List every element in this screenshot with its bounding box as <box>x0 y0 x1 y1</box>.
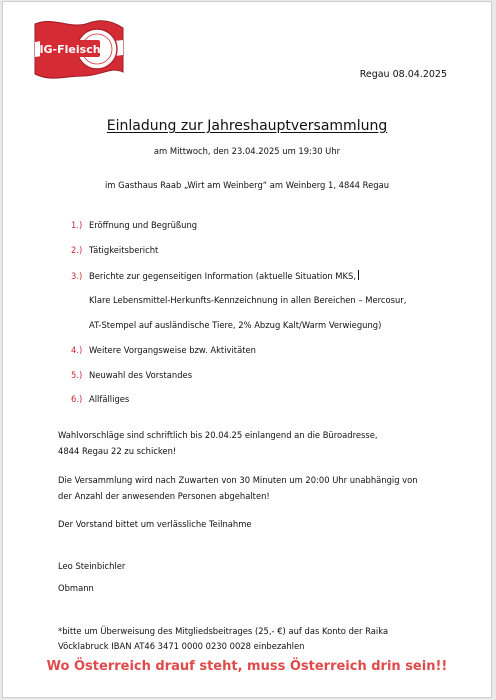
agenda-number: 2.) <box>71 245 83 255</box>
agenda-text: Tätigkeitsbericht <box>89 245 159 255</box>
agenda-item <box>71 245 158 255</box>
agenda-text: Berichte zur gegenseitigen Information (aktuelle Situation MKS, <box>89 271 356 281</box>
quorum-paragraph <box>58 472 418 504</box>
agenda-number: 6.) <box>71 394 83 404</box>
agenda-text: Eröffnung und Begrüßung <box>89 220 198 230</box>
agenda-text: Neuwahl des Vorstandes <box>89 370 193 380</box>
document-title: Einladung zur Jahreshauptversammlung <box>106 118 388 134</box>
slogan: Wo Österreich drauf steht, muss Österreich drin sein!! <box>46 659 448 674</box>
agenda-item <box>71 220 197 230</box>
agenda-number: 4.) <box>71 345 83 355</box>
request-paragraph: Der Vorstand bittet um verlässliche Teilnahme <box>58 519 252 529</box>
document-page <box>2 1 492 698</box>
ig-fleisch-logo <box>31 18 127 80</box>
meeting-datetime: am Mittwoch, den 23.04.2025 um 19:30 Uhr <box>153 146 341 156</box>
footnote <box>58 624 388 654</box>
paragraph-line: 4844 Regau 22 zu schicken! <box>58 446 177 456</box>
paragraph-line: der Anzahl der anwesenden Personen abgehalten! <box>58 491 270 501</box>
agenda-text: Weitere Vorgangsweise bzw. Aktivitäten <box>89 345 256 355</box>
agenda-item <box>71 345 256 355</box>
logo-text: IG-Fleisch <box>39 43 101 56</box>
agenda-item <box>71 370 192 380</box>
footnote-line: Vöcklabruck IBAN AT46 3471 0000 0230 0028 einbezahlen <box>58 641 305 651</box>
agenda-number: 5.) <box>71 370 83 380</box>
agenda-item <box>71 394 129 404</box>
agenda-continuation: Klare Lebensmittel-Herkunfts-Kennzeichnung in allen Bereichen – Mercosur, <box>89 295 407 305</box>
letter-date: Regau 08.04.2025 <box>359 69 447 80</box>
agenda-number: 3.) <box>71 271 83 281</box>
paragraph-line: Die Versammlung wird nach Zuwarten von 30 Minuten um 20:00 Uhr unabhängig von <box>58 475 418 485</box>
agenda-number: 1.) <box>71 220 83 230</box>
paragraph-line: Wahlvorschläge sind schriftlich bis 20.04.25 einlangend an die Büroadresse, <box>58 430 378 440</box>
signatory-role: Obmann <box>58 583 94 593</box>
meeting-location: im Gasthaus Raab „Wirt am Weinberg“ am Weinberg 1, 4844 Regau <box>104 180 390 190</box>
footnote-line: *bitte um Überweisung des Mitgliedsbeitrages (25,- €) auf das Konto der Raika <box>58 626 389 636</box>
agenda-item <box>71 270 359 281</box>
signatory-name: Leo Steinbichler <box>58 561 126 571</box>
text-cursor <box>358 270 359 280</box>
agenda-continuation: AT-Stempel auf ausländische Tiere, 2% Abzug Kalt/Warm Verwiegung) <box>89 320 382 330</box>
agenda-text: Allfälliges <box>89 394 130 404</box>
proposals-paragraph <box>58 427 378 459</box>
